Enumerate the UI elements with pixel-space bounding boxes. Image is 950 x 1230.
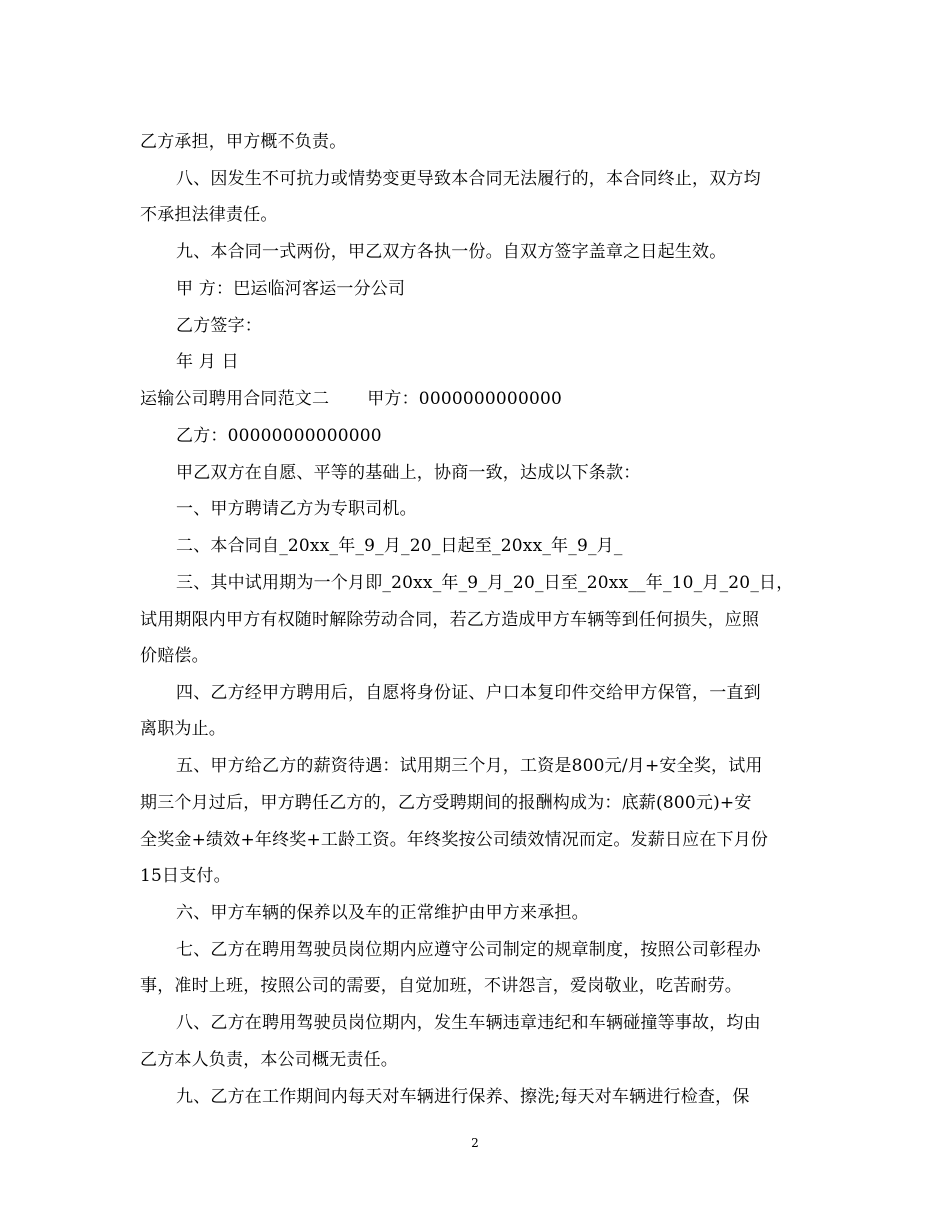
text-line: 15日支付。 bbox=[140, 866, 231, 886]
text-line: 六、甲方车辆的保养以及车的正常维护由甲方来承担。 bbox=[176, 903, 589, 923]
text-line: 期三个月过后，甲方聘任乙方的，乙方受聘期间的报酬构成为：底薪(800元)+安 bbox=[140, 793, 752, 813]
text-line: 全奖金+绩效+年终奖+工龄工资。年终奖按公司绩效情况而定。发薪日应在下月份 bbox=[140, 830, 769, 850]
text-line: 乙方签字： bbox=[176, 316, 262, 336]
text-line: 九、乙方在工作期间内每天对车辆进行保养、擦洗;每天对车辆进行检查，保 bbox=[176, 1087, 750, 1107]
text-line: 乙方：00000000000000 bbox=[176, 426, 382, 446]
text-line: 九、本合同一式两份，甲乙双方各执一份。自双方签字盖章之日起生效。 bbox=[176, 242, 727, 262]
text-line: 离职为止。 bbox=[140, 719, 226, 739]
text-line: 八、乙方在聘用驾驶员岗位期内，发生车辆违章违纪和车辆碰撞等事故，均由 bbox=[176, 1013, 761, 1033]
text-line: 二、本合同自_20xx_年_9_月_20_日起至_20xx_年_9_月_ bbox=[176, 536, 623, 556]
text-line: 甲乙双方在自愿、平等的基础上，协商一致，达成以下条款： bbox=[176, 463, 641, 483]
text-line: 试用期限内甲方有权随时解除劳动合同，若乙方造成甲方车辆等到任何损失，应照 bbox=[140, 610, 760, 630]
text-line: 不承担法律责任。 bbox=[140, 205, 278, 225]
text-line: 乙方承担，甲方概不负责。 bbox=[140, 132, 347, 152]
text-line: 八、因发生不可抗力或情势变更导致本合同无法履行的，本合同终止，双方均 bbox=[176, 169, 761, 189]
text-line: 五、甲方给乙方的薪资待遇：试用期三个月，工资是800元/月+安全奖，试用 bbox=[176, 756, 763, 776]
page-number: 2 bbox=[471, 1136, 479, 1150]
text-line: 年 月 日 bbox=[176, 352, 239, 372]
text-line: 三、其中试用期为一个月即_20xx_年_9_月_20_日至_20xx__年_10_月_20_日， bbox=[176, 573, 794, 593]
section-title: 运输公司聘用合同范文二 bbox=[140, 389, 330, 409]
text-line: 七、乙方在聘用驾驶员岗位期内应遵守公司制定的规章制度，按照公司彰程办 bbox=[176, 940, 761, 960]
party-a-line: 甲方：0000000000000 bbox=[367, 389, 563, 409]
section-heading-line bbox=[140, 389, 562, 409]
text-line: 事，准时上班，按照公司的需要，自觉加班，不讲怨言，爱岗敬业，吃苦耐劳。 bbox=[140, 976, 742, 996]
text-line: 一、甲方聘请乙方为专职司机。 bbox=[176, 499, 417, 519]
text-line: 甲 方：巴运临河客运一分公司 bbox=[176, 279, 406, 299]
text-line: 四、乙方经甲方聘用后，自愿将身份证、户口本复印件交给甲方保管，一直到 bbox=[176, 683, 761, 703]
text-line: 价赔偿。 bbox=[140, 646, 209, 666]
text-line: 乙方本人负责，本公司概无责任。 bbox=[140, 1050, 398, 1070]
